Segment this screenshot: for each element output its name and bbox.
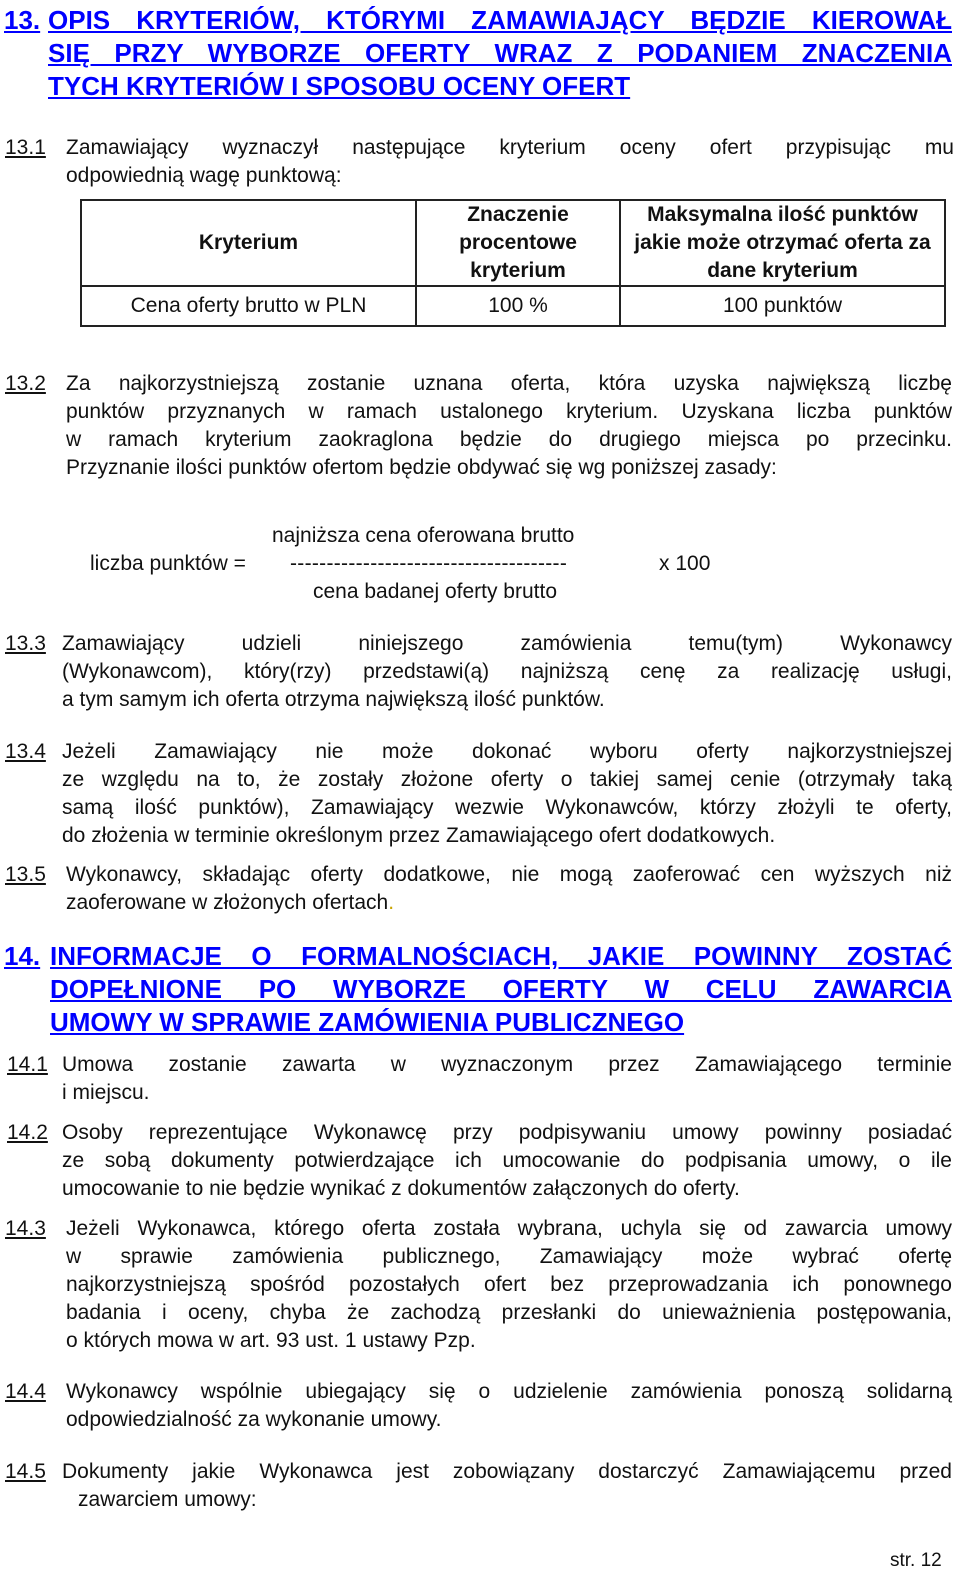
paragraph-line: najkorzystniejszą spośród pozostałych ofert bez przeprowadzania ich ponownego	[66, 1273, 952, 1296]
paragraph-number: 13.2	[5, 372, 46, 395]
table-row	[81, 286, 945, 326]
section-14-title	[50, 940, 952, 1039]
paragraph-number: 13.3	[5, 632, 46, 655]
table-cell: 100 %	[416, 286, 620, 326]
section-14-title-line: UMOWY W SPRAWIE ZAMÓWIENIA PUBLICZNEGO	[50, 1007, 685, 1037]
paragraph-number: 13.5	[5, 863, 46, 886]
paragraph-line: Jeżeli Zamawiający nie może dokonać wyboru oferty najkorzystniejszej	[62, 740, 952, 763]
paragraph-line: odpowiednią wagę punktową:	[66, 164, 342, 187]
table-header-cell: Kryterium	[81, 200, 416, 286]
paragraph-14-4	[66, 1378, 952, 1434]
paragraph-line: w ramach kryterium zaokraglona będzie do drugiego miejsca po przecinku.	[66, 428, 952, 451]
section-14-number: 14.	[4, 941, 41, 971]
paragraph-14-1	[62, 1051, 952, 1107]
paragraph-13-1	[66, 134, 954, 190]
paragraph-number: 14.2	[7, 1121, 48, 1144]
paragraph-13-5	[66, 861, 952, 917]
section-13-title-line: SIĘ PRZY WYBORZE OFERTY WRAZ Z PODANIEM ZNACZENIA	[48, 38, 952, 68]
paragraph-line: ze względu na to, że zostały złożone oferty o takiej samej cenie (otrzymały taką	[62, 768, 952, 791]
paragraph-line: Umowa zostanie zawarta w wyznaczonym przez Zamawiającego terminie	[62, 1053, 952, 1076]
formula-fraction-line: --------------------------------------	[290, 552, 568, 575]
paragraph-line: Osoby reprezentujące Wykonawcę przy podpisywaniu umowy powinny posiadać	[62, 1121, 952, 1144]
paragraph-13-2	[66, 370, 952, 482]
paragraph-line: Wykonawcy wspólnie ubiegający się o udzielenie zamówienia ponoszą solidarną	[66, 1380, 952, 1403]
formula-multiplier: x 100	[659, 552, 711, 575]
paragraph-line: (Wykonawcom), który(rzy) przedstawi(ą) najniższą cenę za realizację usługi,	[62, 660, 952, 683]
paragraph-line: a tym samym ich oferta otrzyma największą ilość punktów.	[62, 688, 605, 711]
paragraph-line: o których mowa w art. 93 ust. 1 ustawy Pzp.	[66, 1329, 476, 1352]
paragraph-13-3	[62, 630, 952, 714]
paragraph-line: umocowanie to nie będzie wynikać z dokumentów załączonych do oferty.	[62, 1177, 740, 1200]
table-header-cell: Znaczenie procentowe kryterium	[416, 200, 620, 286]
paragraph-line: Wykonawcy, składając oferty dodatkowe, nie mogą zaoferować cen wyższych niż	[66, 863, 952, 886]
paragraph-line: Jeżeli Wykonawca, którego oferta została wybrana, uchyla się od zawarcia umowy	[66, 1217, 952, 1240]
section-13-title	[48, 4, 952, 103]
paragraph-line	[66, 889, 952, 917]
paragraph-line: Dokumenty jakie Wykonawca jest zobowiązany dostarczyć Zamawiającemu przed	[62, 1460, 952, 1483]
paragraph-line: Zamawiający wyznaczył następujące kryterium oceny ofert przypisując mu	[66, 136, 954, 159]
paragraph-14-2	[62, 1119, 952, 1203]
paragraph-number: 13.1	[5, 136, 46, 159]
paragraph-line: zawarciem umowy:	[78, 1488, 257, 1511]
paragraph-line: ze sobą dokumenty potwierdzające ich umocowanie do podpisania umowy, o ile	[62, 1149, 952, 1172]
paragraph-number: 14.1	[7, 1053, 48, 1076]
paragraph-line: badania i oceny, chyba że zachodzą przesłanki do unieważnienia postępowania,	[66, 1301, 952, 1324]
paragraph-line: Za najkorzystniejszą zostanie uznana oferta, która uzyska największą liczbę	[66, 372, 952, 395]
paragraph-line: samą ilość punktów), Zamawiający wezwie Wykonawców, którzy złożyli te oferty,	[62, 796, 952, 819]
formula-denominator: cena badanej oferty brutto	[313, 580, 558, 603]
paragraph-number: 13.4	[5, 740, 46, 763]
paragraph-line: w sprawie zamówienia publicznego, Zamawiający może wybrać ofertę	[66, 1245, 952, 1268]
section-14-title-line: INFORMACJE O FORMALNOŚCIACH, JAKIE POWINNY ZOSTAĆ	[50, 941, 952, 971]
paragraph-text: zaoferowane w złożonych ofertach	[66, 891, 389, 914]
paragraph-line: punktów przyznanych w ramach ustalonego kryterium. Uzyskana liczba punktów	[66, 400, 952, 423]
table-header-cell: Maksymalna ilość punktów jakie może otrzymać oferta za dane kryterium	[620, 200, 945, 286]
paragraph-line: odpowiedzialność za wykonanie umowy.	[66, 1408, 442, 1431]
section-13-title-line: OPIS KRYTERIÓW, KTÓRYMI ZAMAWIAJĄCY BĘDZIE KIEROWAŁ	[48, 5, 952, 35]
section-14-title-line: DOPEŁNIONE PO WYBORZE OFERTY W CELU ZAWARCIA	[50, 974, 952, 1004]
table-cell: Cena oferty brutto w PLN	[81, 286, 416, 326]
formula-label: liczba punktów =	[90, 552, 246, 575]
trailing-period: .	[388, 891, 395, 914]
paragraph-line: do złożenia w terminie określonym przez Zamawiającego ofert dodatkowych.	[62, 824, 776, 847]
section-13-number: 13.	[4, 5, 41, 35]
table-cell: 100 punktów	[620, 286, 945, 326]
paragraph-number: 14.5	[5, 1460, 46, 1483]
paragraph-line: i miejscu.	[62, 1081, 150, 1104]
paragraph-number: 14.4	[5, 1380, 46, 1403]
section-13-title-line: TYCH KRYTERIÓW I SPOSOBU OCENY OFERT	[48, 71, 631, 101]
paragraph-line: Przyznanie ilości punktów ofertom będzie obdywać się wg poniższej zasady:	[66, 456, 777, 479]
paragraph-line: Zamawiający udzieli niniejszego zamówienia temu(tym) Wykonawcy	[62, 632, 952, 655]
paragraph-13-4	[62, 738, 952, 850]
paragraph-14-5	[62, 1458, 952, 1514]
paragraph-14-3	[66, 1215, 952, 1355]
table-header-row	[81, 200, 945, 286]
paragraph-number: 14.3	[5, 1217, 46, 1240]
page-number: str. 12	[890, 1550, 942, 1571]
criteria-table	[80, 199, 946, 327]
formula-numerator: najniższa cena oferowana brutto	[272, 524, 575, 547]
